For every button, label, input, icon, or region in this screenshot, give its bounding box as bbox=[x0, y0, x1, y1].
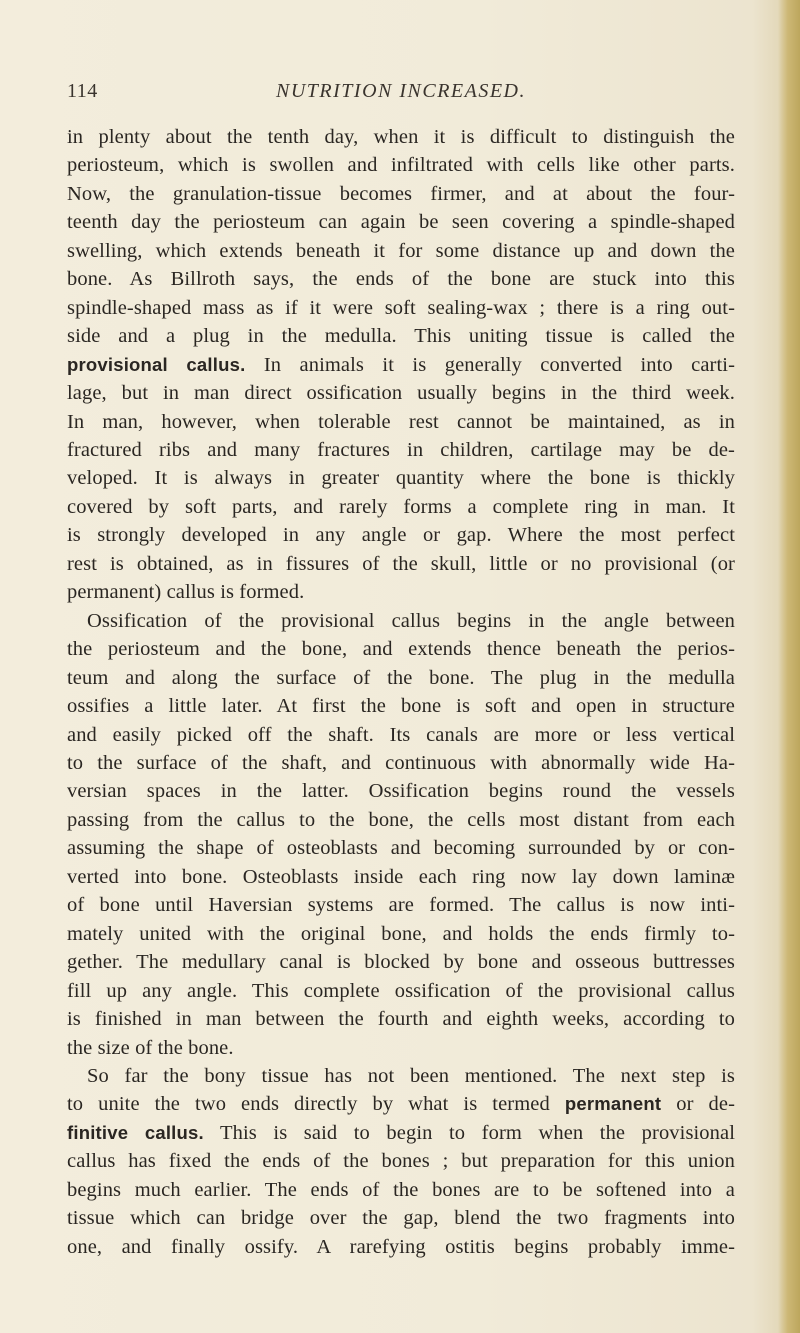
text-line: covered by soft parts, and rarely forms a complete ring in man. It bbox=[67, 495, 735, 518]
bold-term: finitive callus. bbox=[67, 1121, 204, 1143]
text-line: periosteum, which is swollen and infiltrated with cells like other parts. bbox=[67, 154, 735, 177]
text-line bbox=[67, 1090, 735, 1118]
page-edge-shadow bbox=[778, 0, 800, 1333]
text-line: teum and along the surface of the bone. The plug in the medulla bbox=[67, 666, 735, 689]
text-line: fill up any angle. This complete ossification of the provisional callus bbox=[67, 979, 735, 1002]
page-number: 114 bbox=[67, 80, 98, 102]
text-line: callus has fixed the ends of the bones ; but preparation for this union bbox=[67, 1150, 735, 1173]
text-line bbox=[67, 1119, 735, 1147]
text-line: mately united with the original bone, and holds the ends firmly to- bbox=[67, 922, 735, 945]
text-line: ossifies a little later. At first the bone is soft and open in structure bbox=[67, 695, 735, 718]
text-line: bone. As Billroth says, the ends of the bone are stuck into this bbox=[67, 268, 735, 291]
text-line: and easily picked off the shaft. Its canals are more or less vertical bbox=[67, 723, 735, 746]
text-line: permanent) callus is formed. bbox=[67, 581, 305, 604]
text-line: lage, but in man direct ossification usually begins in the third week. bbox=[67, 382, 735, 405]
text-line: Ossification of the provisional callus begins in the angle between bbox=[87, 609, 735, 632]
text-run: In animals it is generally converted into carti- bbox=[245, 353, 735, 376]
text-line: veloped. It is always in greater quantity where the bone is thickly bbox=[67, 467, 735, 490]
text-line: in plenty about the tenth day, when it is difficult to distinguish the bbox=[67, 126, 735, 148]
page-header bbox=[67, 80, 735, 110]
text-line: spindle-shaped mass as if it were soft sealing-wax ; there is a ring out- bbox=[67, 296, 735, 319]
text-line: So far the bony tissue has not been mentioned. The next step is bbox=[87, 1064, 735, 1087]
bold-term: provisional callus. bbox=[67, 353, 246, 375]
text-line: the size of the bone. bbox=[67, 1036, 234, 1059]
body-text bbox=[67, 123, 735, 1261]
text-line: teenth day the periosteum can again be seen covering a spindle-shaped bbox=[67, 211, 735, 234]
text-line: In man, however, when tolerable rest cannot be maintained, as in bbox=[67, 410, 735, 433]
text-run: This is said to begin to form when the provisional bbox=[203, 1121, 736, 1144]
text-line: fractured ribs and many fractures in children, cartilage may be de- bbox=[67, 438, 735, 461]
text-line: gether. The medullary canal is blocked by bone and osseous buttresses bbox=[67, 951, 735, 974]
text-run: or de- bbox=[661, 1093, 736, 1116]
text-line: verted into bone. Osteoblasts inside each ring now lay down laminæ bbox=[67, 865, 735, 888]
bold-term: permanent bbox=[564, 1093, 662, 1115]
text-line: assuming the shape of osteoblasts and becoming surrounded by or con- bbox=[67, 837, 735, 860]
text-line: tissue which can bridge over the gap, blend the two fragments into bbox=[67, 1207, 735, 1230]
text-line: Now, the granulation-tissue becomes firmer, and at about the four- bbox=[67, 182, 735, 205]
text-run: to unite the two ends directly by what is termed bbox=[67, 1093, 565, 1116]
text-line: side and a plug in the medulla. This uniting tissue is called the bbox=[67, 325, 735, 348]
text-line: of bone until Haversian systems are formed. The callus is now inti- bbox=[67, 894, 735, 917]
text-line: is finished in man between the fourth and eighth weeks, according to bbox=[67, 1008, 735, 1031]
text-line: to the surface of the shaft, and continuous with abnormally wide Ha- bbox=[67, 751, 735, 774]
text-line: passing from the callus to the bone, the cells most distant from each bbox=[67, 808, 735, 831]
running-head: NUTRITION INCREASED. bbox=[276, 80, 526, 102]
text-line: one, and finally ossify. A rarefying ostitis begins probably imme- bbox=[67, 1235, 735, 1258]
text-line: begins much earlier. The ends of the bones are to be softened into a bbox=[67, 1178, 735, 1201]
text-line bbox=[67, 351, 735, 379]
text-line: the periosteum and the bone, and extends thence beneath the perios- bbox=[67, 638, 735, 661]
text-line: rest is obtained, as in fissures of the skull, little or no provisional (or bbox=[67, 552, 735, 575]
text-line: is strongly developed in any angle or gap. Where the most perfect bbox=[67, 524, 735, 547]
text-line: versian spaces in the latter. Ossification begins round the vessels bbox=[67, 780, 735, 803]
text-line: swelling, which extends beneath it for some distance up and down the bbox=[67, 239, 735, 262]
